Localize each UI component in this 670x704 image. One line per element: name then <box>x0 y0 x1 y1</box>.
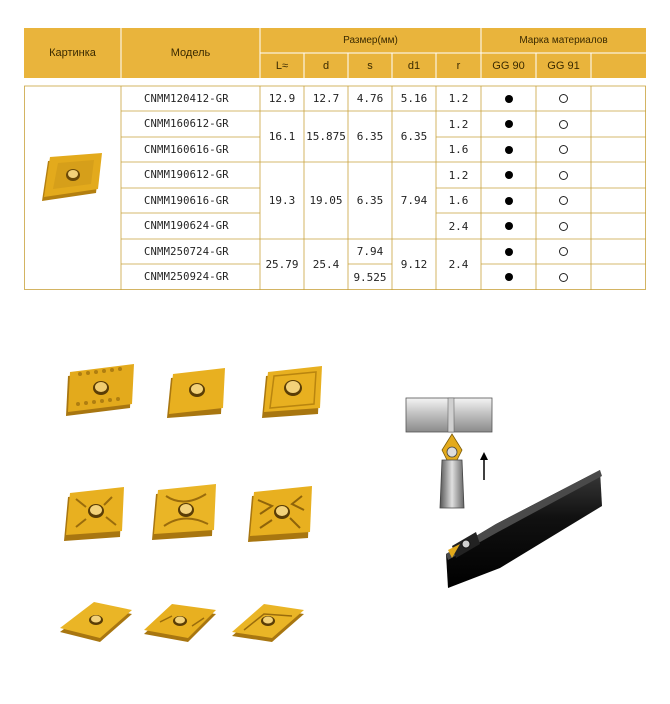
cell-l: 16.1 <box>268 130 296 143</box>
table-row-model: CNMM190616-GR <box>144 194 229 207</box>
cell-l: 25.79 <box>265 258 299 271</box>
cell-s: 4.76 <box>356 92 384 105</box>
cell-s: 6.35 <box>356 130 384 143</box>
grade-gg91-mark <box>536 86 591 111</box>
insert-icon <box>165 368 227 420</box>
cell-r: 2.4 <box>448 219 469 233</box>
grade-gg90-mark <box>481 137 536 162</box>
header-col-s: s <box>367 59 373 72</box>
header-col-d: d <box>322 59 330 72</box>
insert-icon <box>246 484 314 544</box>
grade-gg91-mark <box>536 213 591 239</box>
header-col-r: r <box>456 59 461 72</box>
cell-r: 1.2 <box>448 117 469 131</box>
cell-l: 12.9 <box>268 92 296 105</box>
insert-icon <box>260 364 324 422</box>
table-row-model: CNMM190624-GR <box>144 220 229 232</box>
grade-gg91-mark <box>536 264 591 290</box>
header-grade: Марка материалов <box>519 35 608 46</box>
cell-d1: 6.35 <box>400 130 428 143</box>
cell-d: 19.05 <box>309 194 343 207</box>
insert-icon <box>230 604 306 646</box>
table-row-model: CNMM190612-GR <box>144 169 229 181</box>
table-row-model: CNMM120412-GR <box>144 92 229 105</box>
grade-gg91-mark <box>536 188 591 213</box>
cell-d: 15.875 <box>306 130 346 143</box>
cell-d: 25.4 <box>312 258 340 271</box>
header-model: Модель <box>170 47 211 59</box>
cell-r: 1.6 <box>448 194 469 207</box>
table-row-model: CNMM160612-GR <box>144 118 229 130</box>
grade-gg91-mark <box>536 111 591 137</box>
grade-gg90-mark <box>481 111 536 137</box>
insert-icon <box>60 362 140 422</box>
insert-gallery <box>50 350 340 650</box>
cell-r: 2.4 <box>448 258 469 271</box>
grade-gg90-mark <box>481 188 536 213</box>
cell-r: 1.2 <box>448 92 469 105</box>
grade-gg90-mark <box>481 239 536 264</box>
cell-d1: 9.12 <box>400 258 428 271</box>
grade-gg90-mark <box>481 86 536 111</box>
header-picture: Картинка <box>49 47 96 59</box>
insert-icon <box>142 604 218 646</box>
header-grade-gg90: GG 90 <box>492 59 525 72</box>
table-row-model: CNMM250724-GR <box>144 245 229 258</box>
cell-d1: 7.94 <box>400 194 428 207</box>
cell-r: 1.2 <box>448 168 469 182</box>
spec-table <box>24 28 646 290</box>
cell-d1: 5.16 <box>400 92 428 105</box>
insert-icon <box>62 485 126 543</box>
cell-d: 12.7 <box>312 92 340 105</box>
grade-gg90-mark <box>481 213 536 239</box>
header-col-d1: d1 <box>407 59 421 72</box>
cell-s: 6.35 <box>356 194 384 207</box>
cell-s: 7.94 <box>356 245 384 258</box>
tool-holder-icon <box>440 462 606 590</box>
table-row-model: CNMM250924-GR <box>144 271 229 283</box>
insert-icon <box>150 482 218 542</box>
grade-gg91-mark <box>536 162 591 188</box>
insert-icon <box>58 602 134 646</box>
grade-gg90-mark <box>481 162 536 188</box>
cell-l: 19.3 <box>268 194 296 207</box>
header-col-l: L≈ <box>275 59 289 72</box>
cell-s: 9.525 <box>353 270 387 284</box>
table-row-model: CNMM160616-GR <box>144 143 229 156</box>
header-size: Размер(мм) <box>343 35 398 46</box>
cell-r: 1.6 <box>448 143 469 156</box>
header-grade-gg91: GG 91 <box>547 59 580 72</box>
grade-gg91-mark <box>536 137 591 162</box>
insert-photo-icon <box>38 153 108 209</box>
grade-gg91-mark <box>536 239 591 264</box>
grade-gg90-mark <box>481 264 536 290</box>
